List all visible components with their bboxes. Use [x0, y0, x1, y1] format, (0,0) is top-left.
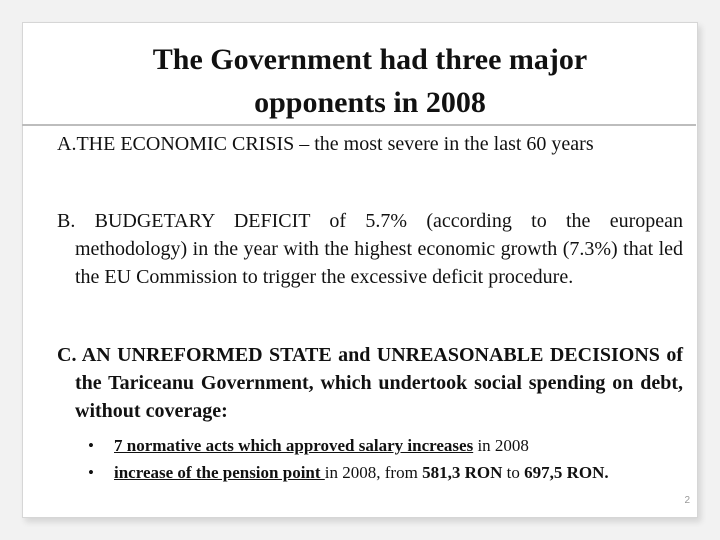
page-number: 2: [684, 495, 690, 506]
subpoint-salary: [88, 434, 694, 457]
point-a-text: – the most severe in the last 60 years: [294, 133, 594, 155]
pension-point-link[interactable]: increase of the pension point: [114, 463, 325, 482]
pension-text-to: to: [502, 463, 525, 482]
point-c: C. AN UNREFORMED STATE and UNREASONABLE DECISIONS of the Tariceanu Government, which undertook social spending on debt, without coverage:: [57, 344, 683, 422]
salary-acts-text: in 2008: [473, 436, 529, 455]
pension-text: in 2008, from: [324, 463, 423, 482]
pension-new-value: 697,5 RON.: [524, 463, 609, 482]
subpoint-pension: [88, 461, 694, 484]
title-divider: [22, 124, 696, 126]
point-a: [57, 130, 683, 158]
bullet-icon: •: [88, 463, 94, 482]
point-a-lead: A.THE ECONOMIC CRISIS: [57, 133, 295, 155]
point-b: [57, 207, 683, 291]
point-b-lead: B. BUDGETARY DEFICIT: [57, 210, 311, 232]
slide-title: The Government had three major opponents in 2008: [152, 43, 588, 119]
pension-old-value: 581,3 RON: [422, 463, 503, 482]
bullet-icon: •: [88, 436, 94, 455]
salary-acts-link[interactable]: 7 normative acts which approved salary increases: [114, 436, 474, 455]
point-b-text: of 5.7% (according to the european methodology) in the year with the highest economic growth (7.3%) that led the EU Commission to trigger the excessive deficit procedure.: [75, 210, 684, 288]
